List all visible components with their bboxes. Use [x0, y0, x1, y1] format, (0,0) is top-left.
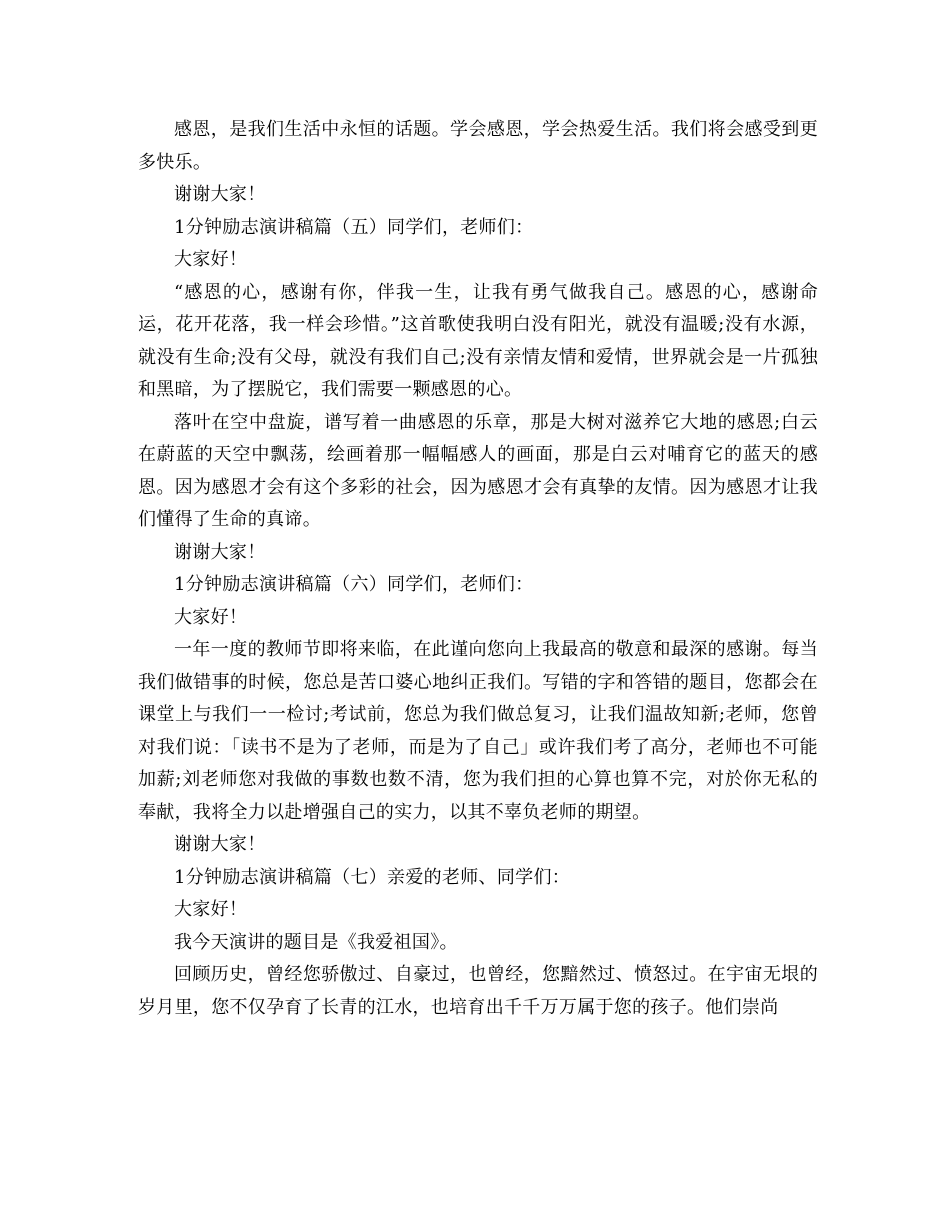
closing-line: 谢谢大家！: [174, 184, 266, 205]
section-heading: 1分钟励志演讲稿篇（七）亲爱的老师、同学们：: [174, 866, 571, 888]
closing-line: 谢谢大家！: [174, 834, 266, 855]
section-heading: 1分钟励志演讲稿篇（五）同学们，老师们：: [174, 216, 534, 238]
paragraph: 回顾历史，曾经您骄傲过、自豪过，也曾经，您黯然过、愤怒过。在宇宙无垠的岁月里，您不仅孕育了长青的江水，也培育出千千万万属于您的孩子。他们崇尚: [138, 964, 818, 1018]
greeting-line: 大家好！: [174, 249, 248, 270]
section-heading: 1分钟励志演讲稿篇（六）同学们，老师们：: [174, 574, 534, 595]
paragraph: 我今天演讲的题目是《我爱祖国》。: [174, 931, 458, 953]
paragraph: 一年一度的教师节即将来临，在此谨向您向上我最高的敬意和最深的感谢。每当我们做错事的时候，您总是苦口婆心地纠正我们。写错的字和答错的题目，您都会在课堂上与我们一一检讨;考试前，您总为我们做总复习，让我们温故知新;老师，您曾对我们说：「读书不是为了老师，而是为了自己」或许我们考了高分，老师也不可能加薪;刘老师您对我做的事数也数不清，您为我们担的心算也算不完，对於你无私的奉献，我将全力以赴增强自己的实力，以其不辜负老师的期望。: [138, 639, 818, 823]
greeting-line: 大家好！: [174, 606, 248, 628]
paragraph: 感恩，是我们生活中永恒的话题。学会感恩，学会热爱生活。我们将会感受到更多快乐。: [138, 119, 818, 173]
closing-line: 谢谢大家！: [174, 541, 266, 563]
paragraph: 落叶在空中盘旋，谱写着一曲感恩的乐章，那是大树对滋养它大地的感恩;白云在蔚蓝的天空中飘荡，绘画着那一幅幅感人的画面，那是白云对哺育它的蓝天的感恩。因为感恩才会有这个多彩的社会，因为感恩才会有真挚的友情。因为感恩才让我们懂得了生命的真谛。: [138, 411, 818, 530]
document-page: [138, 114, 818, 1024]
greeting-line: 大家好！: [174, 899, 248, 920]
paragraph: “感恩的心，感谢有你，伴我一生，让我有勇气做我自己。感恩的心，感谢命运，花开花落，我一样会珍惜。”这首歌使我明白没有阳光，就没有温暖;没有水源，就没有生命;没有父母，就没有我们自己;没有亲情友情和爱情，世界就会是一片孤独和黑暗，为了摆脱它，我们需要一颗感恩的心。: [138, 281, 818, 400]
